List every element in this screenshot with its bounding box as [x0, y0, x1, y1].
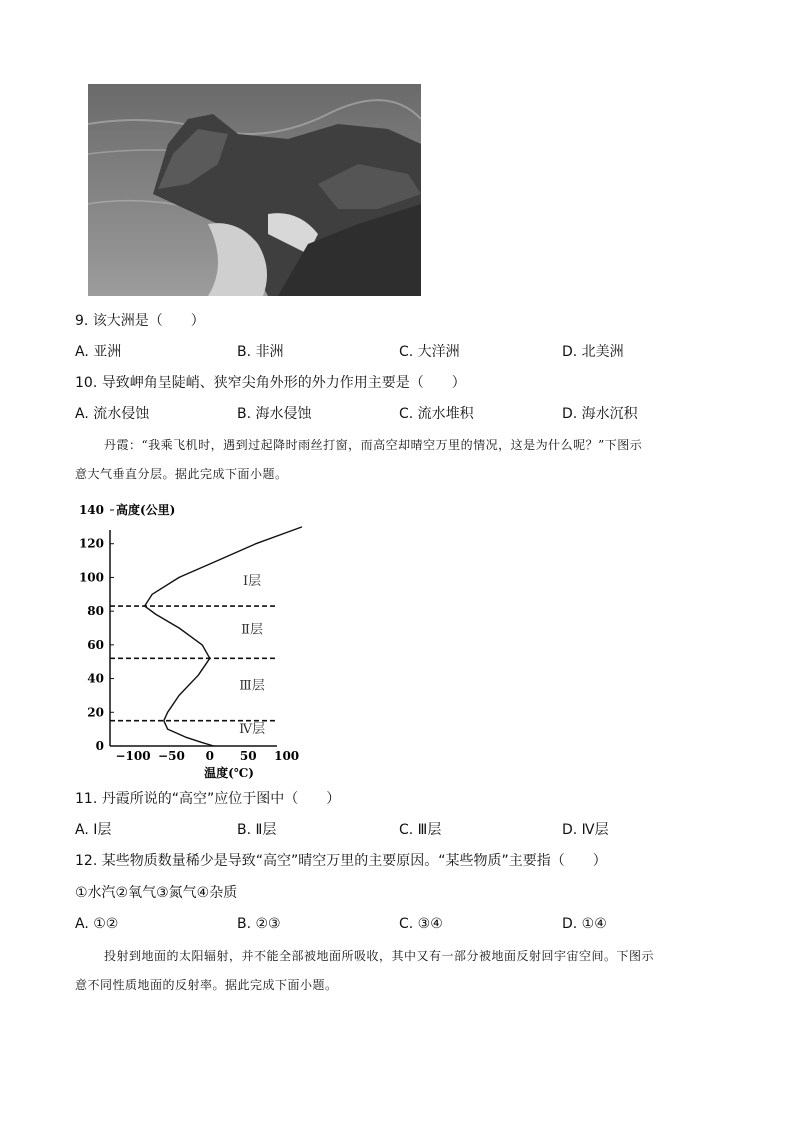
x-tick-label: −50: [158, 749, 185, 763]
q12-option-c[interactable]: C. ③④: [399, 916, 443, 932]
q9-option-b[interactable]: B. 非洲: [237, 344, 284, 360]
intro2-line2: 意不同性质地面的反射率。据此完成下面小题。: [75, 978, 338, 992]
q12-option-d[interactable]: D. ①④: [562, 916, 607, 932]
q12-option-b[interactable]: B. ②③: [237, 916, 281, 932]
q9-option-a[interactable]: A. 亚洲: [75, 344, 122, 360]
q9-option-c[interactable]: C. 大洋洲: [399, 344, 460, 360]
y-tick-label: 0: [95, 739, 104, 753]
cape-photo-drawing: [88, 84, 421, 296]
q10-option-b[interactable]: B. 海水侵蚀: [237, 406, 312, 422]
y-tick-label: 60: [87, 637, 104, 652]
q12-option-a[interactable]: A. ①②: [75, 916, 119, 932]
x-axis-title: 温度(℃): [204, 766, 254, 780]
intro2-line1: 投射到地面的太阳辐射，并不能全部被地面所吸收，其中又有一部分被地面反射回宇宙空间。下图示: [104, 949, 655, 963]
q11-stem: 11. 丹霞所说的“高空”应位于图中（ ）: [75, 791, 341, 807]
q11-option-c[interactable]: C. Ⅲ层: [399, 822, 442, 838]
q12-stem: 12. 某些物质数量稀少是导致“高空”晴空万里的主要原因。“某些物质”主要指（ ）: [75, 853, 607, 869]
q11-option-d[interactable]: D. Ⅳ层: [562, 822, 609, 838]
atmosphere-chart: [72, 496, 312, 786]
cape-photo: [88, 84, 421, 296]
x-tick-label: 100: [274, 749, 300, 763]
q11-option-a[interactable]: A. Ⅰ层: [75, 822, 112, 838]
y-tick-label: 20: [87, 705, 104, 720]
y-tick-label: 80: [87, 604, 104, 619]
y-tick-label: 120: [78, 536, 104, 551]
y-axis-title: 高度(公里): [116, 503, 176, 517]
q10-option-a[interactable]: A. 流水侵蚀: [75, 406, 150, 422]
layer-label: Ⅱ层: [241, 622, 264, 638]
intro1-line1: 丹霞：“我乘飞机时，遇到过起降时雨丝打窗，而高空却晴空万里的情况，这是为什么呢？”下图示: [104, 438, 643, 452]
q10-option-d[interactable]: D. 海水沉积: [562, 406, 638, 422]
q10-option-c[interactable]: C. 流水堆积: [399, 406, 474, 422]
q9-stem: 9. 该大洲是（ ）: [75, 313, 205, 329]
q9-option-d[interactable]: D. 北美洲: [562, 344, 624, 360]
layer-label: Ⅰ层: [243, 573, 262, 589]
y-tick-label: 100: [78, 570, 104, 585]
q11-option-b[interactable]: B. Ⅱ层: [237, 822, 277, 838]
layer-label: Ⅳ层: [239, 722, 266, 738]
y-tick-label: 140: [78, 503, 104, 517]
x-tick-label: −100: [115, 749, 151, 763]
y-tick-label: 40: [87, 671, 104, 686]
x-tick-label: 0: [205, 749, 215, 763]
q12-sub-items: ①水汽②氧气③氮气④杂质: [75, 885, 238, 901]
x-tick-label: 50: [239, 749, 257, 763]
intro1-line2: 意大气垂直分层。据此完成下面小题。: [75, 467, 288, 481]
layer-label: Ⅲ层: [239, 678, 265, 694]
atmosphere-chart-svg: [72, 496, 312, 786]
q10-stem: 10. 导致岬角呈陡峭、狭窄尖角外形的外力作用主要是（ ）: [75, 375, 466, 391]
temperature-curve: [145, 527, 302, 746]
